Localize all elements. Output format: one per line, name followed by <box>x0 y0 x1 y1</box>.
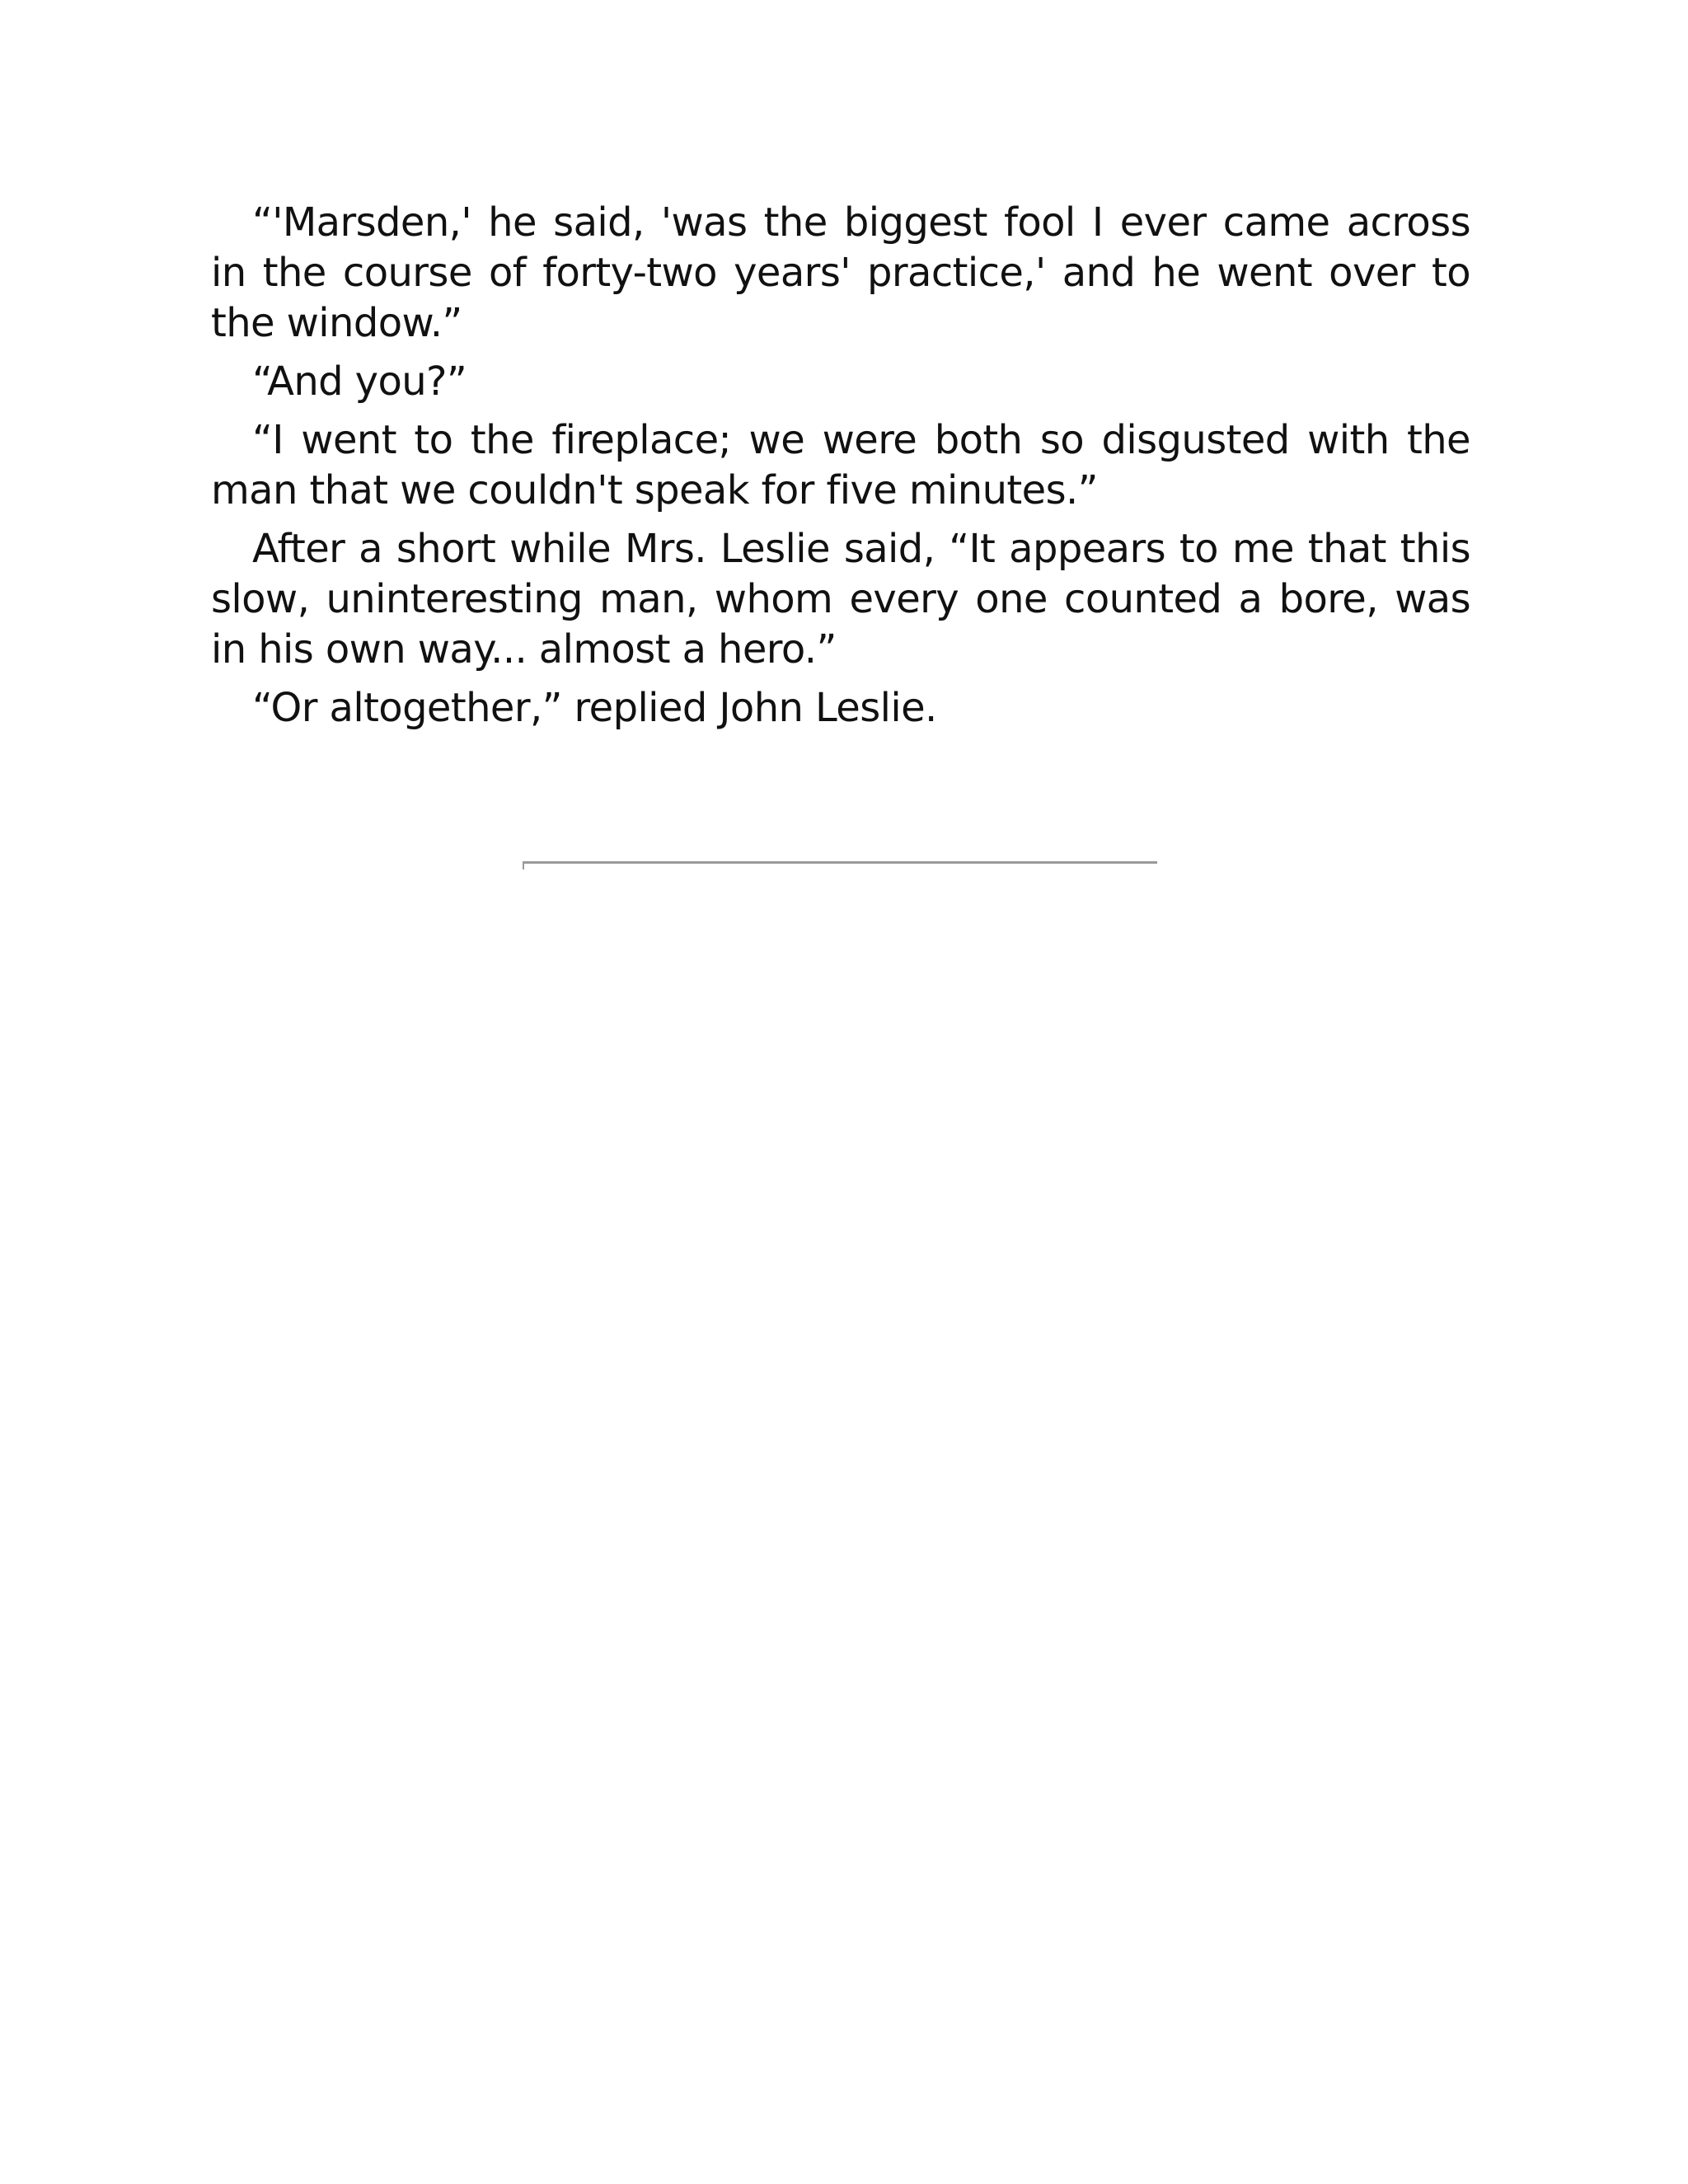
paragraph-mrs-leslie: After a short while Mrs. Leslie said, “It appears to me that this slow, uninteresting man, whom every one counted a bore, was in his own way... almost a hero.” <box>211 526 1470 673</box>
text-body <box>211 198 1470 742</box>
paragraph-or-altogether: “Or altogether,” replied John Leslie. <box>252 685 937 731</box>
paragraph-and-you: “And you?” <box>252 359 467 405</box>
paragraph-marsden: “'Marsden,' he said, 'was the biggest fool I ever came across in the course of forty-two years' practice,' and he went over to the window.” <box>211 199 1470 346</box>
paragraph-fireplace: “I went to the fireplace; we were both so disgusted with the man that we couldn't speak for five minutes.” <box>211 417 1470 513</box>
section-divider <box>523 861 1157 864</box>
